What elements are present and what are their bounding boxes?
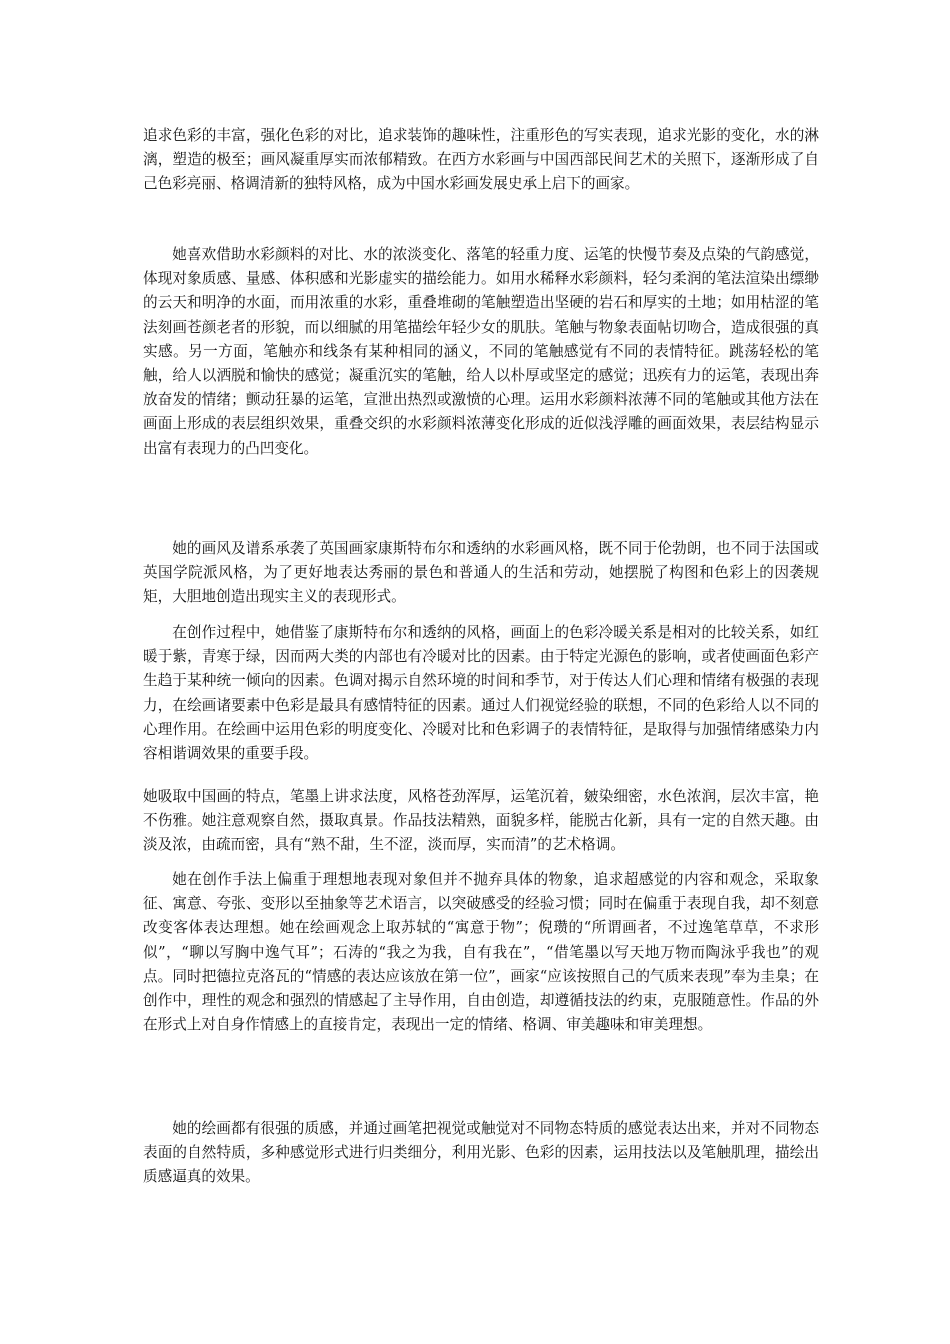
paragraph-5: 她吸取中国画的特点，笔墨上讲求法度，风格苍劲浑厚，运笔沉着，皴染细密，水色浓润，层次丰富，艳不伤雅。她注意观察自然，摄取真景。作品技法精熟，面貌多样，能脱古化新，具有一定的自然天趣。由淡及浓，由疏而密，具有“熟不甜，生不涩，淡而厚，实而清”的艺术格调。 xyxy=(143,788,819,854)
paragraph-7: 她的绘画都有很强的质感，并通过画笔把视觉或触觉对不同物态特质的感觉表达出来，并对不同物态表面的自然特质，多种感觉形式进行归类细分，利用光影、色彩的因素，运用技法以及笔触肌理，描绘出质感逼真的效果。 xyxy=(143,1120,819,1186)
paragraph-3: 她的画风及谱系承袭了英国画家康斯特布尔和透纳的水彩画风格，既不同于伦勃朗，也不同于法国或英国学院派风格，为了更好地表达秀丽的景色和普通人的生活和劳动，她摆脱了构图和色彩上的因袭规矩，大胆地创造出现实主义的表现形式。 xyxy=(143,540,819,606)
paragraph-1: 追求色彩的丰富，强化色彩的对比，追求装饰的趣味性，注重形色的写实表现，追求光影的变化，水的淋漓，塑造的极至；画风凝重厚实而浓郁精致。在西方水彩画与中国西部民间艺术的关照下，逐渐形成了自己色彩亮丽、格调清新的独特风格，成为中国水彩画发展史承上启下的画家。 xyxy=(143,127,819,193)
paragraph-6: 她在创作手法上偏重于理想地表现对象但并不抛弃具体的物象，追求超感觉的内容和观念，采取象征、寓意、夸张、变形以至抽象等艺术语言，以突破感受的经验习惯；同时在偏重于表现自我，却不刻意改变客体表达理想。她在绘画观念上取苏轼的“寓意于物”；倪瓒的“所谓画者，不过逸笔草草，不求形似”，“聊以写胸中逸气耳”；石涛的“我之为我，自有我在”，“借笔墨以写天地万物而陶泳乎我也”的观点。同时把德拉克洛瓦的“情感的表达应该放在第一位”，画家“应该按照自己的气质来表现”奉为圭臬；在创作中，理性的观念和强烈的情感起了主导作用，自由创造，却遵循技法的约束，克服随意性。作品的外在形式上对自身作情感上的直接肯定，表现出一定的情绪、格调、审美趣味和审美理想。 xyxy=(143,871,819,1034)
paragraph-2: 她喜欢借助水彩颜料的对比、水的浓淡变化、落笔的轻重力度、运笔的快慢节奏及点染的气韵感觉，体现对象质感、量感、体积感和光影虚实的描绘能力。如用水稀释水彩颜料，轻匀柔润的笔法渲染出缥缈的云天和明净的水面，而用浓重的水彩，重叠堆砌的笔触塑造出坚硬的岩石和厚实的土地；如用枯涩的笔法刻画苍颜老者的形貌，而以细腻的用笔描绘年轻少女的肌肤。笔触与物象表面帖切吻合，造成很强的真实感。另一方面，笔触亦和线条有某种相同的涵义，不同的笔触感觉有不同的表情特征。跳荡轻松的笔触，给人以洒脱和愉快的感觉；凝重沉实的笔触，给人以朴厚或坚定的感觉；迅疾有力的运笔，表现出奔放奋发的情绪；颤动狂暴的运笔，宣泄出热烈或激愤的心理。运用水彩颜料浓薄不同的笔触或其他方法在画面上形成的表层组织效果，重叠交织的水彩颜料浓薄变化形成的近似浅浮雕的画面效果，表层结构显示出富有表现力的凸凹变化。 xyxy=(143,246,819,457)
paragraph-4: 在创作过程中，她借鉴了康斯特布尔和透纳的风格，画面上的色彩冷暖关系是相对的比较关系，如红暖于紫，青寒于绿，因而两大类的内部也有冷暖对比的因素。由于特定光源色的影响，或者使画面色彩产生趋于某种统一倾向的因素。色调对揭示自然环境的时间和季节，对于传达人们心理和情绪有极强的表现力，在绘画诸要素中色彩是最具有感情特征的因素。通过人们视觉经验的联想，不同的色彩给人以不同的心理作用。在绘画中运用色彩的明度变化、冷暖对比和色彩调子的表情特征，是取得与加强情绪感染力内容相谐调效果的重要手段。 xyxy=(143,624,819,763)
